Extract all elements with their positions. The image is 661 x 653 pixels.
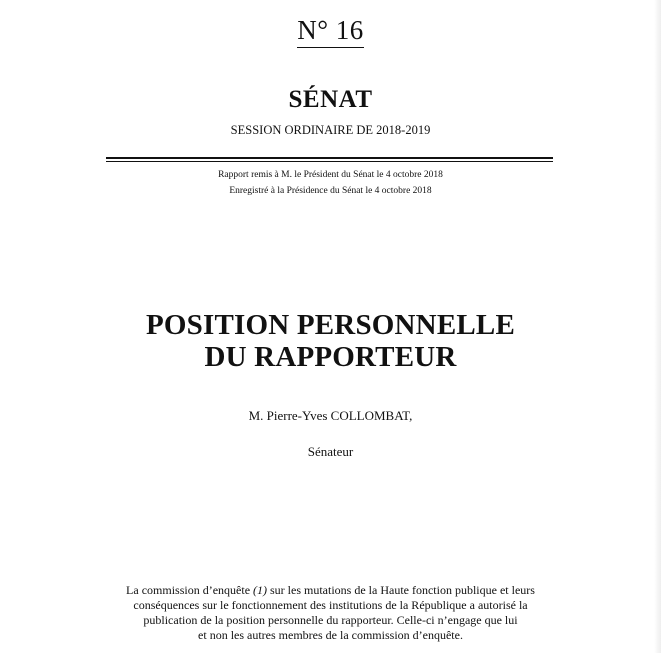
footnote-line-3: publication de la position personnelle du rapporteur. Celle-ci n’engage que lui: [143, 613, 518, 627]
footnote-line-1: [0, 583, 661, 598]
commission-footnote: [0, 583, 661, 643]
divider-thin: [106, 161, 553, 162]
footnote-reference: (1): [253, 583, 268, 597]
footnote-line-4: et non les autres membres de la commission d’enquête.: [198, 628, 463, 642]
footnote-line-1-rest: sur les mutations de la Haute fonction publique et leurs: [267, 583, 535, 597]
document-number: [0, 16, 661, 48]
report-title-line-1: POSITION PERSONNELLE: [145, 309, 515, 341]
footnote-intro: La commission d’enquête: [126, 583, 254, 597]
report-title-line-2: DU RAPPORTEUR: [204, 341, 457, 373]
report-title: [0, 309, 661, 373]
session-line: SESSION ORDINAIRE DE 2018-2019: [230, 123, 431, 137]
registration-date-line: Enregistré à la Présidence du Sénat le 4 octobre 2018: [229, 186, 432, 196]
author-role: Sénateur: [307, 444, 354, 459]
chamber-heading: SÉNAT: [288, 86, 373, 113]
footnote-line-2: conséquences sur le fonctionnement des institutions de la République a autorisé la: [133, 598, 528, 612]
date-block: [0, 167, 661, 199]
report-date-line: Rapport remis à M. le Président du Sénat le 4 octobre 2018: [218, 170, 443, 180]
author-name: M. Pierre-Yves COLLOMBAT,: [248, 408, 413, 423]
page-edge-shadow: [654, 0, 661, 653]
document-number-text: N° 16: [297, 16, 364, 48]
divider-thick: [106, 157, 553, 159]
